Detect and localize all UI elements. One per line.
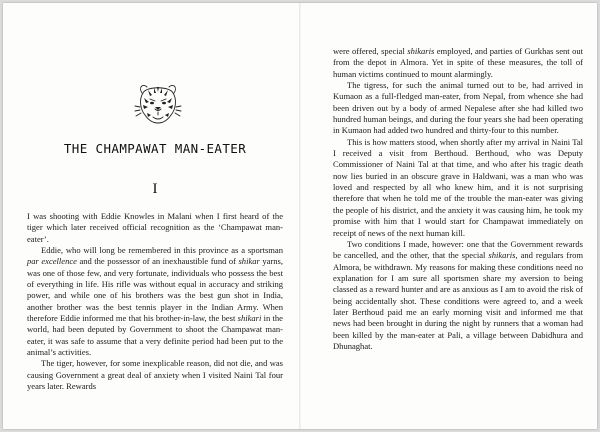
italic-term: shikaris [407,46,435,56]
paragraph: This is how matters stood, when shortly after my arrival in Naini Tal I received a visit from Berthoud. Berthoud, who was Deputy Commissioner of Naini Tal at that time, and who after his tragic death now lies buried in an obscure grave in Haldwani, was a man who was loved and respected by all who knew him, and it is not surprising therefore that when he told me of the trouble the man-eater was giving the people of his district, and the anxiety it was causing him, he took my promise with him that I would start for Champawat immediately on receipt of news of the next human kill. [333,136,583,238]
chapter-title: THE CHAMPAWAT MAN-EATER [63,141,247,156]
paragraph: The tigress, for such the animal turned out to be, had arrived in Kumaon as a full-fledged man-eater, from Nepal, from whence she had been driven out by a body of armed Nepalese after she had killed two hundred human beings, and during the four years she had been operating in Kumaon had added two hundred and thirty-four to this number. [333,80,583,136]
right-page-body-text [333,46,583,352]
left-page [27,3,283,429]
italic-term: par excellence [27,256,77,267]
paragraph: were offered, special shikaris employed, and parties of Gurkhas sent out from the depot in Almora. Yet in spite of these measures, the toll of human victims continued to mount alarmingly. [333,46,583,79]
right-page [333,3,583,429]
paragraph: The tiger, however, for some inexplicable reason, did not die, and was causing Government a great deal of anxiety when I visited Naini Tal four years later. Rewards [27,358,283,392]
paragraph: Eddie, who will long be remembered in this province as a sportsman par excellence and the possessor of an inexhaustible fund of shikar yarns, was one of those few, and very fortunate, individuals who possess the best of everything in life. His rifle was without equal in accuracy and striking power, and while one of his brothers was the best gun shot in India, another brother was the best tennis player in the Indian Army. When therefore Eddie informed me that his brother-in-law, the best shikari in the world, had been deputed by Government to shoot the Champawat man-eater, it was safe to assume that a very definite period had been put to the animal’s activities. [27,245,284,358]
paragraph: Two conditions I made, however: one that the Government rewards be cancelled, and the other, that the special shikaris, and regulars from Almora, be withdrawn. My reasons for making these conditions need no explanation for I am sure all sportsmen share my aversion to being classed as a reward hunter and are as anxious as I am to avoid the risk of being accidentally shot. These conditions were agreed to, and a week later Berthoud paid me an early morning visit and informed me that news had been brought in during the night by runners that a woman had been killed by the man-eater at Pali, a village between Dabidhura and Dhunaghat. [333,238,584,351]
italic-term: shikar [238,256,260,267]
book-gutter [299,3,301,429]
book-spread [3,3,597,429]
paragraph: I was shooting with Eddie Knowles in Malani when I first heard of the tiger which later received official recognition as the ‘Champawat man-eater’. [27,211,283,244]
section-number: I [152,181,158,197]
italic-term: shikari [237,313,262,324]
left-page-body-text [27,211,283,393]
tiger-head-illustration [134,81,182,127]
italic-term: shikaris [488,250,516,261]
